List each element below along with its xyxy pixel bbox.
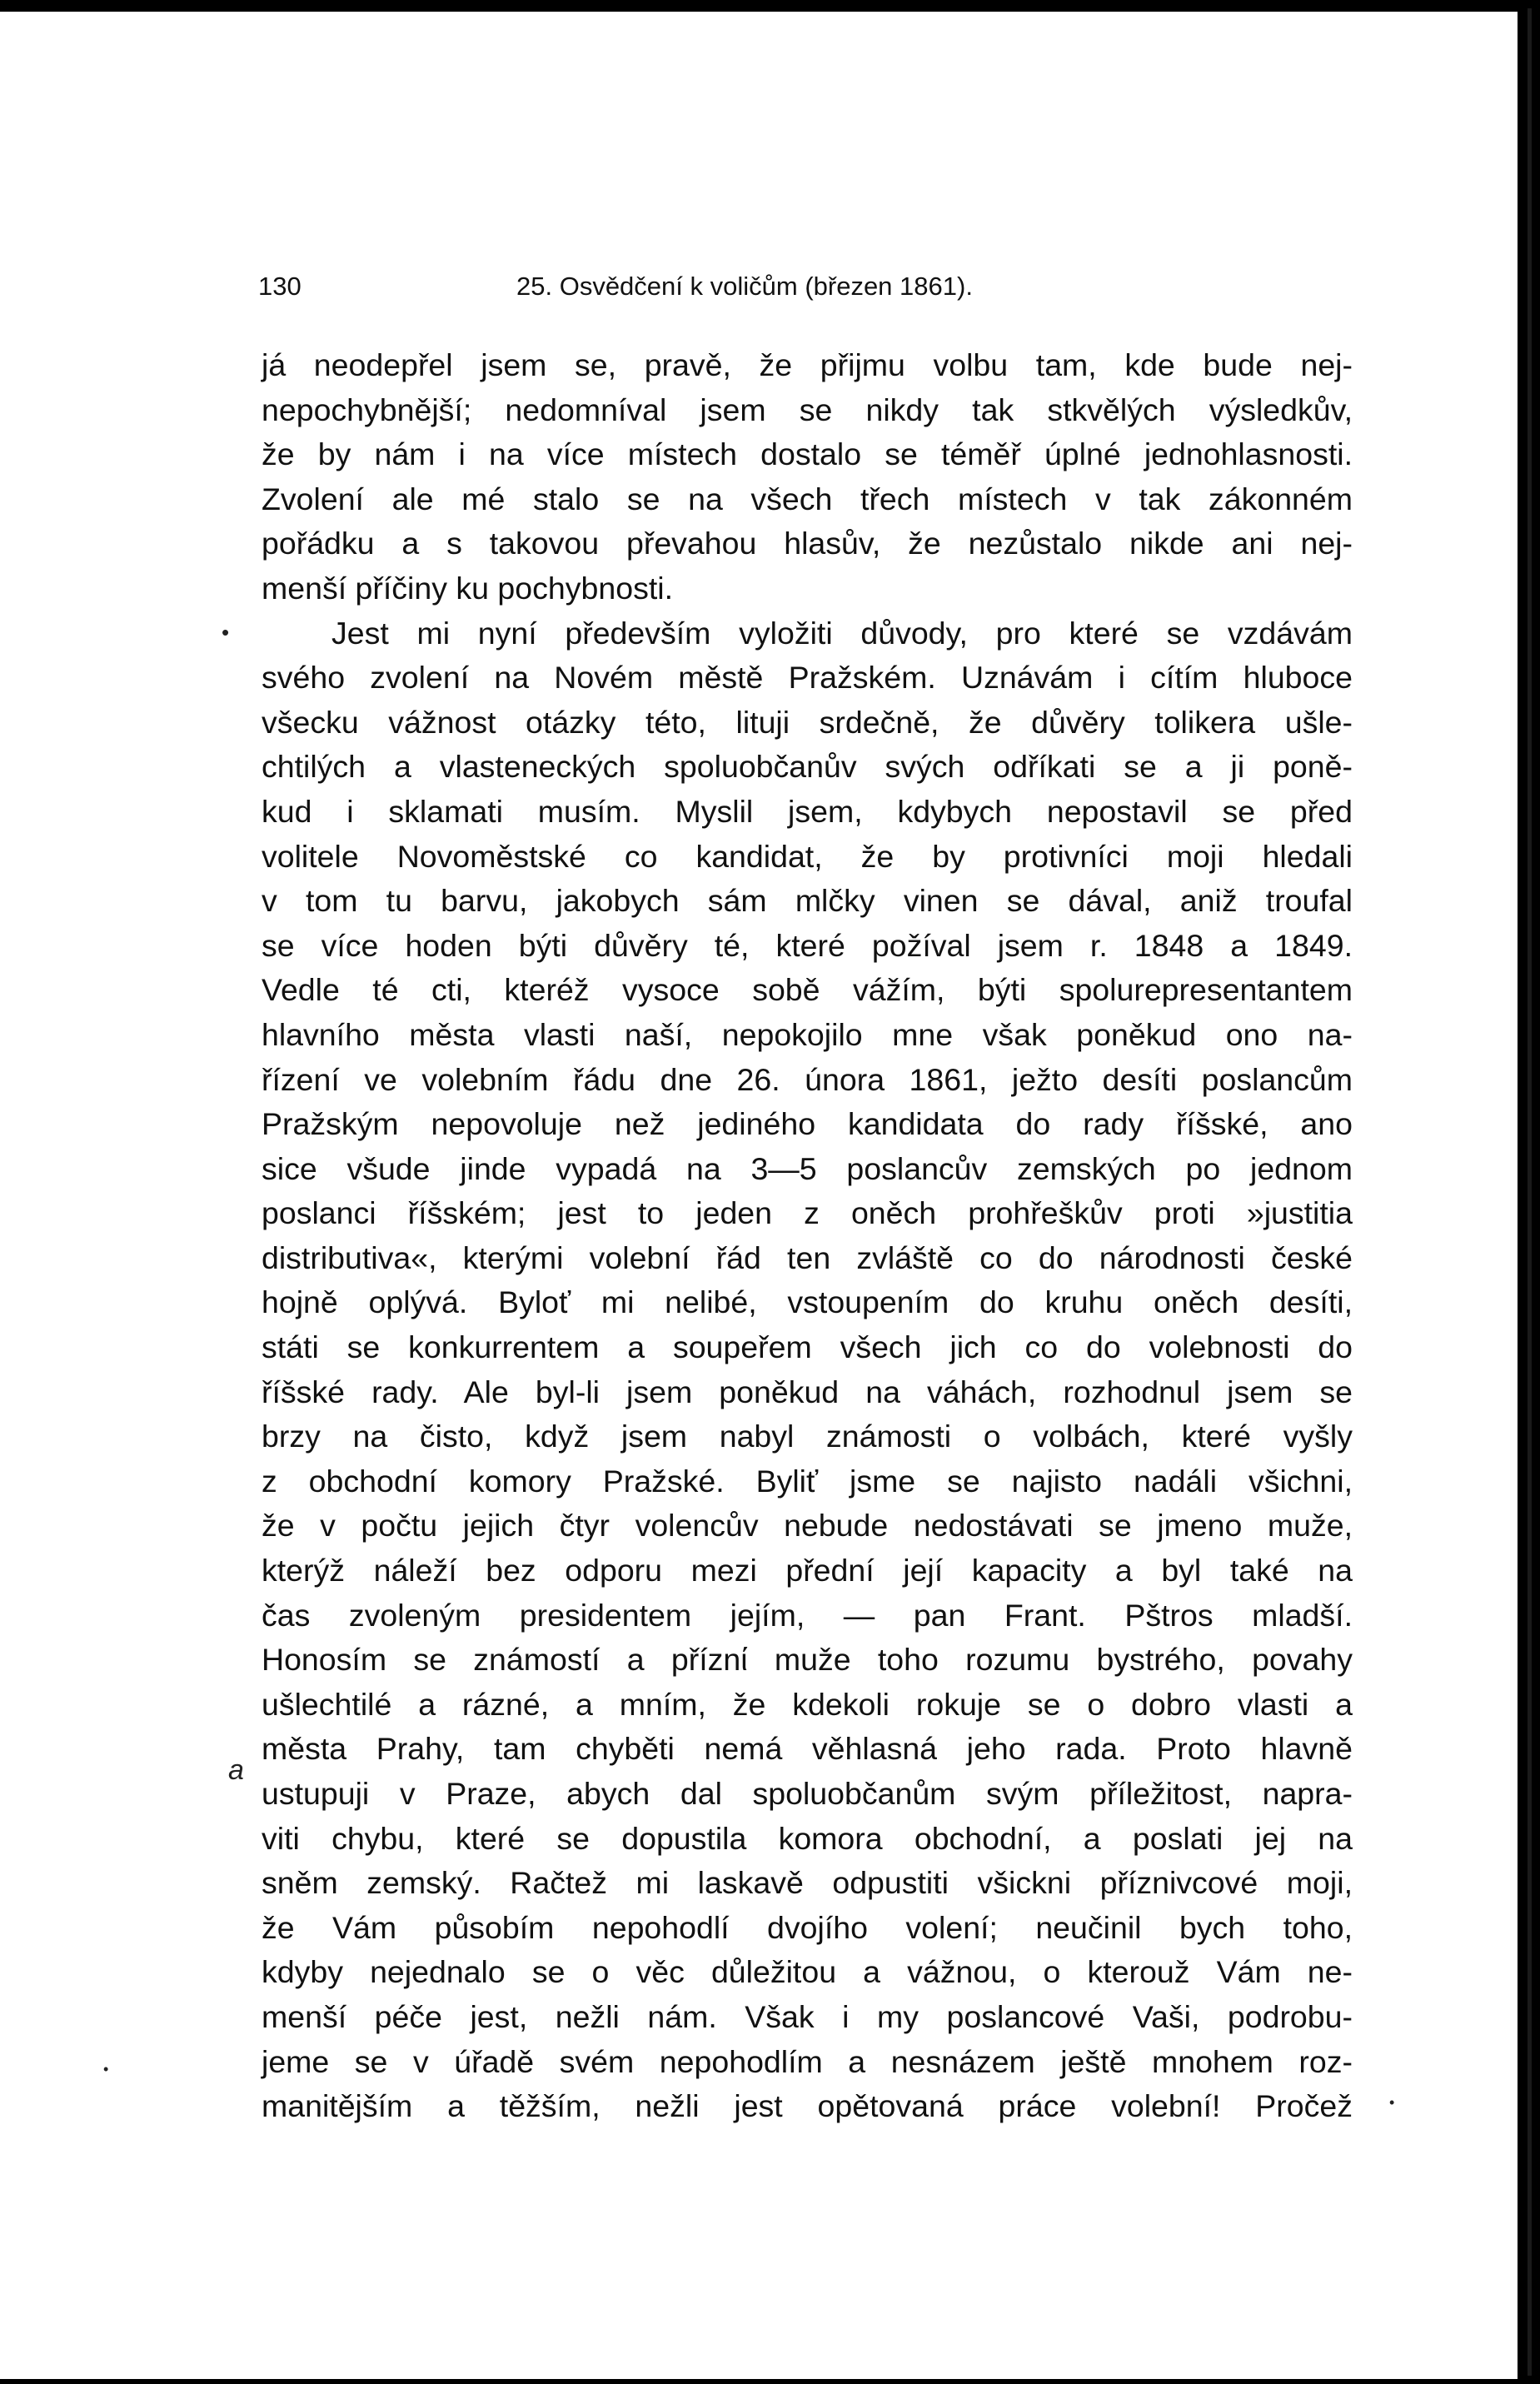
- text-line: čas zvoleným presidentem jejím, — pan Frant. Pštros mladší.: [262, 1597, 1353, 1633]
- text-line: pořádku a s takovou převahou hlasův, že nezůstalo nikde ani nej-: [262, 526, 1353, 561]
- text-line: Zvolení ale mé stalo se na všech třech místech v tak zákonném: [262, 481, 1353, 516]
- text-line: se více hoden býti důvěry té, které požíval jsem r. 1848 a 1849.: [262, 927, 1353, 963]
- text-line: říšské rady. Ale byl-li jsem poněkud na váhách, rozhodnul jsem se: [262, 1374, 1353, 1409]
- speck-mark-icon: •: [103, 2061, 109, 2077]
- text-line: řízení ve volebním řádu dne 26. února 1861, ježto desíti poslancům: [262, 1061, 1353, 1097]
- text-line: manitějším a těžším, nežli jest opětovaná práce volební! Pročež: [262, 2088, 1353, 2124]
- text-line: já neodepřel jsem se, pravě, že přijmu volbu tam, kde bude nej-: [262, 347, 1353, 382]
- text-line: že by nám i na více místech dostalo se téměř úplné jednohlasnosti.: [262, 436, 1353, 472]
- body-text: [262, 343, 1353, 2129]
- text-line: že Vám působím nepohodlí dvojího volení; neučinil bych toho,: [262, 1909, 1353, 1945]
- text-line: nepochybnější; nedomníval jsem se nikdy tak stkvělých výsledkův,: [262, 392, 1353, 427]
- text-line: všecku vážnost otázky této, lituji srdečně, že důvěry tolikera ušle-: [262, 704, 1353, 740]
- text-line: svého zvolení na Novém městě Pražském. Uznávám i cítím hluboce: [262, 660, 1353, 696]
- text-line: sněm zemský. Račtež mi laskavě odpustiti všickni příznivcové moji,: [262, 1865, 1353, 1901]
- text-line: sice všude jinde vypadá na 3—5 poslancův zemských po jednom: [262, 1150, 1353, 1186]
- bullet-mark-icon: •: [222, 620, 230, 645]
- page-edge-rule: [1528, 8, 1532, 2376]
- text-line: distributiva«, kterými volební řád ten zvláště co do národnosti české: [262, 1239, 1353, 1275]
- text-line: Vedle té cti, kteréž vysoce sobě vážím, býti spolurepresentantem: [262, 972, 1353, 1008]
- text-line: ušlechtilé a rázné, a mním, že kdekoli rokuje se o dobro vlasti a: [262, 1686, 1353, 1722]
- text-line: menší péče jest, nežli nám. Však i my poslancové Vaši, podrobu-: [262, 1998, 1353, 2034]
- text-line: jeme se v úřadě svém nepohodlím a nesnázem ještě mnohem roz-: [262, 2043, 1353, 2079]
- text-line: města Prahy, tam chyběti nemá věhlasná jeho rada. Proto hlavně: [262, 1731, 1353, 1767]
- text-line: Pražským nepovoluje než jediného kandidata do rady říšské, ano: [262, 1106, 1353, 1142]
- text-line: z obchodní komory Pražské. Byliť jsme se najisto nadáli všichni,: [262, 1463, 1353, 1499]
- text-line: kud i sklamati musím. Myslil jsem, kdybych nepostavil se před: [262, 793, 1353, 829]
- text-line: brzy na čisto, když jsem nabyl známosti o volbách, které vyšly: [262, 1419, 1353, 1454]
- text-line: v tom tu barvu, jakobych sám mlčky vinen se dával, aniž troufal: [262, 883, 1353, 919]
- text-line: menší příčiny ku pochybnosti.: [262, 570, 673, 606]
- text-line: hlavního města vlasti naší, nepokojilo mne však poněkud ono na-: [262, 1016, 1353, 1052]
- page-header: [258, 272, 1349, 313]
- text-line: kterýž náleží bez odporu mezi přední její kapacity a byl také na: [262, 1553, 1353, 1589]
- text-line: viti chybu, které se dopustila komora obchodní, a poslati jej na: [262, 1820, 1353, 1856]
- text-line: Honosím se známostí a příznί muže toho rozumu bystrého, povahy: [262, 1642, 1353, 1678]
- text-line: poslanci říšském; jest to jeden z oněch prohřeškův proti »justitia: [262, 1195, 1353, 1231]
- text-line: chtilých a vlasteneckých spoluobčanův svých odříkati se a ji poně-: [262, 749, 1353, 785]
- margin-letter: a: [228, 1754, 244, 1786]
- text-line: kdyby nejednalo se o věc důležitou a vážnou, o kterouž Vám ne-: [262, 1954, 1353, 1990]
- text-line: volitele Novoměstské co kandidat, že by protivníci moji hledali: [262, 838, 1353, 874]
- book-page: [0, 12, 1518, 2379]
- text-line: že v počtu jejich čtyr volencův nebude nedostávati se jmeno muže,: [262, 1508, 1353, 1544]
- paragraph-start-line: Jest mi nyní především vyložiti důvody, pro které se vzdávám: [331, 615, 1353, 651]
- running-title: 25. Osvědčení k voličům (březen 1861).: [516, 272, 973, 301]
- text-line: hojně oplývá. Byloť mi nelibé, vstoupením do kruhu oněch desíti,: [262, 1284, 1353, 1320]
- page-number: 130: [258, 272, 302, 301]
- speck-mark-icon: •: [1389, 2094, 1395, 2111]
- text-line: státi se konkurrentem a soupeřem všech jich co do volebnosti do: [262, 1329, 1353, 1365]
- text-line: ustupuji v Praze, abych dal spoluobčanům svým příležitost, napra-: [262, 1776, 1353, 1811]
